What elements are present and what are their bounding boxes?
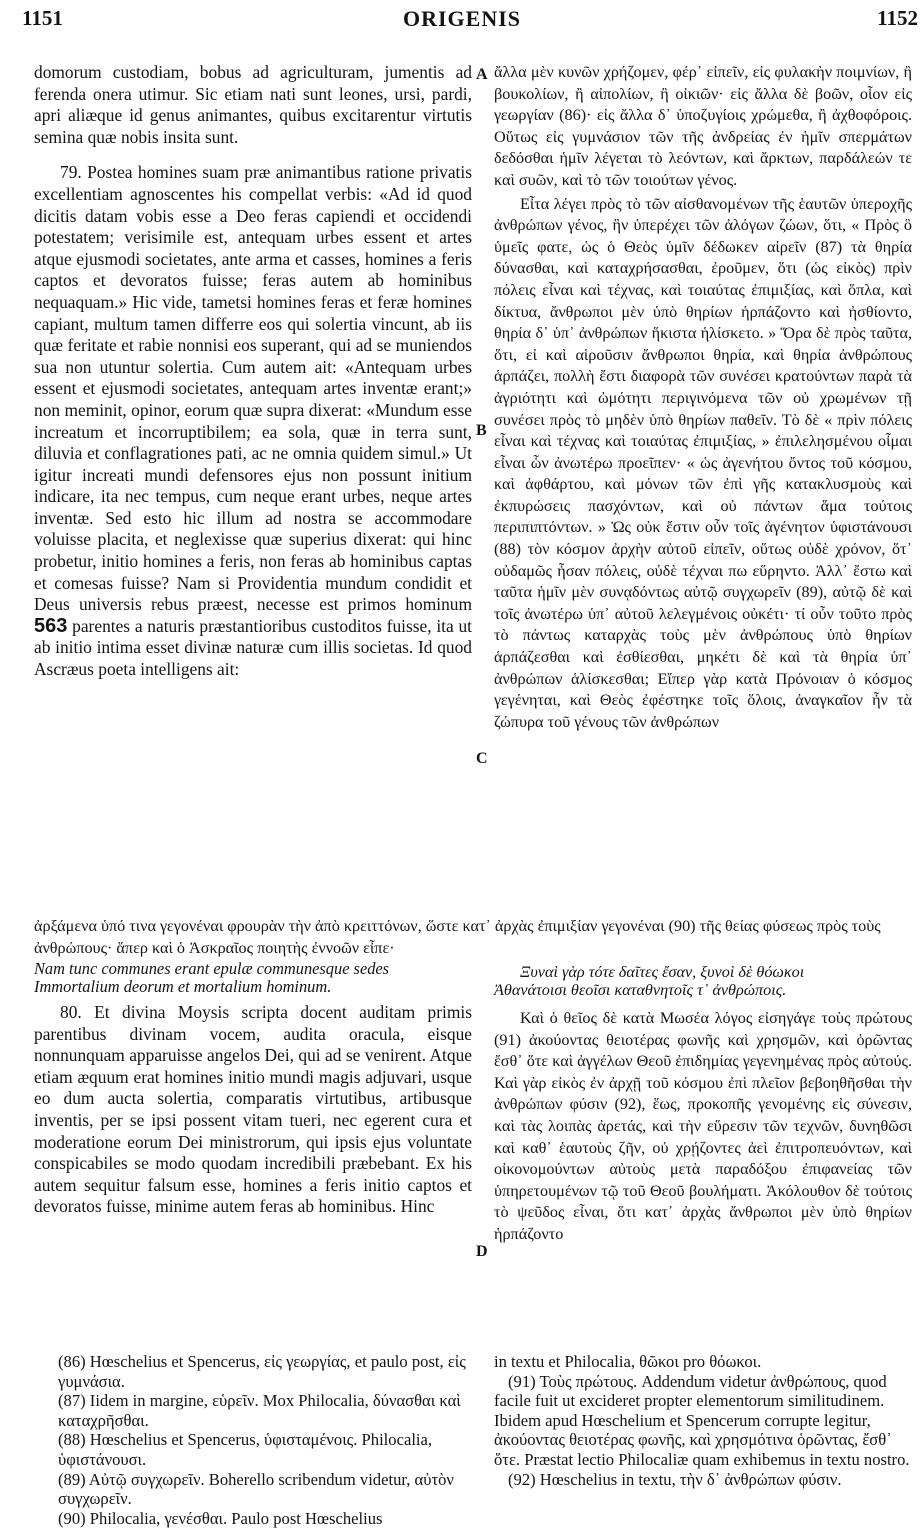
latin-paragraph-79 xyxy=(34,162,472,680)
latin-verse-line-1: Nam tunc communes erant epulæ communesque sedes xyxy=(34,959,390,978)
column-number: 563 xyxy=(34,614,68,637)
greek-paragraph-1: ἄλλα μὲν κυνῶν χρήζομεν, φέρ᾽ εἰπεῖν, εἰς φυλακὴν ποιμνίων, ἢ βουκολίων, ἢ αἰπολίων, ἢ οἰκιῶν· εἰς ἄλλα δὲ βοῶν, οἷον εἰς γεωργίαν (86)· εἰς ἄλλα δ᾽ ὑποζυγίοις χρώμεθα, ἢ ἀχθοφόροις. Οὕτως εἰς γυμνάσιον τῶν τῆς ἀνδρείας ἐν ἡμῖν σπερμάτων δεδόσθαι ἡμῖν λέγεται τὸ λεόντων, καὶ ἄρκτων, παρδάλεών τε καὶ συῶν, καὶ τὸ τῶν τοιούτων γένος. xyxy=(494,63,912,189)
latin-paragraph-80: 80. Et divina Moysis scripta docent auditam primis parentibus divinam vocem, audita oracula, eisque nonnunquam apparuisse angelos Dei, qui ad se venirent. Atque etiam æquum erat homines initio mundi magis adjuvari, usque eo dum aucta solertia, comparatis virtutibus, artibusque inventis, per se ipsi possent vitam tueri, nec egerent cura et moderatione eorum Dei ministrorum, qui ipsis ejus voluntate conspicabiles se modo quodam incredibili præbebant. Ex his autem sequitur falsum esse, homines a feris initio captos et devoratos fuisse, minime autem feras ab hominibus. Hinc xyxy=(34,1002,472,1217)
footnotes-left xyxy=(58,1352,470,1528)
latin-paragraph-79-text-b: parentes a naturis præstantioribus custoditos fuisse, ita ut ab initio intima esset divinæ naturæ cum illis societas. Id quod Ascræus poeta intelligens ait: xyxy=(34,615,472,680)
latin-paragraph-1: domorum custodiam, bobus ad agriculturam, jumentis ad ferenda onera utimur. Sic etiam nati sunt leones, ursi, pardi, apri aliæque id genus animantes, quibus excitarentur virtutis semina quæ nobis insita sunt. xyxy=(34,62,472,147)
footnote-90-continued: in textu et Philocalia, θῶκοι pro θόωκοι. xyxy=(494,1352,762,1371)
footnote-89: (89) Αὐτῷ συγχωρεῖν. Boherello scribendum videtur, αὐτὸν συγχωρεῖν. xyxy=(58,1469,454,1509)
latin-paragraph-79-text-a: 79. Postea homines suam præ animantibus ratione privatis excellentiam agnoscentes his compellat verbis: «Ad id quod dicitis datam vobis esse a Deo feras capiendi et occidendi potestatem; verisimile est, antequam urbes essent et artes atque ejusmodi societates, ante arma et casses, homines a feris captos et devoratos fuisse; feras autem ab hominibus nequaquam.» Hic vide, tametsi homines feras et feræ homines capiant, multum tamen differre eos qui solertia vincunt, ab iis quæ feritate et rabie nonnisi eos superant, qui ad se muniendos sua non utuntur solertia. Cum autem ait: «Antequam urbes essent et ejusmodi societates, antequam artes inventæ erant;» non meminit, opinor, eorum quæ supra dixerat: «Mundum esse increatum et incorruptibilem; ea sola, quæ in terra sunt, diluvia et conflagrationes pati, ac ne omnia quidem simul.» Ut igitur increati mundi defensores ejus non possunt initium indicare, ita nec tempus, cum neque erant urbes, neque artes inventæ. Sed esto hic illum ad nostra se accommodare voluisse placita, et neglexisse quæ superius dixerat: qui hinc probetur, initio homines a feris, non feras ab hominibus captas et comesas fuisse? Nam si Providentia mundum condidit et Deus universis rebus præest, necesse est primos hominum xyxy=(34,162,472,615)
greek-column-upper xyxy=(494,62,912,733)
page-header xyxy=(0,0,924,40)
greek-verse xyxy=(494,963,914,999)
latin-column-upper xyxy=(34,62,472,681)
footnote-92: (92) Hœschelius in textu, τὴν δ᾽ ἀνθρώπων φύσιν. xyxy=(508,1469,842,1489)
footnote-91: (91) Τοὺς πρώτους. Addendum videtur ἀνθρώπους, quod facile fuit ut excideret propter elementorum similitudinem. Ibidem apud Hœschelium et Spencerum corrupte legitur, ἀκούοντας θειοτέρας φωνῆς, καὶ χρησμότινα ὁρῶντας, ἔσθ᾽ ὅτε. Præstat lectio Philocaliæ quam exhibemus in textu nostro. xyxy=(494,1371,910,1469)
greek-verse-line-2: Ἀθανάτοισι θεοῖσι καταθνητοῖς τ᾽ ἀνθρώποις. xyxy=(494,981,787,999)
latin-verse xyxy=(34,960,474,996)
footnote-88: (88) Hœschelius et Spencerus, ὑφισταμένοις. Philocalia, ὑφιστάνουσι. xyxy=(58,1430,433,1469)
greek-paragraph-2: Εἶτα λέγει πρὸς τὸ τῶν αἰσθανομένων τῆς ἑαυτῶν ὑπεροχῆς ἀνθρώπων γένος, ἣν ὑπερέχει τῶν ἀλόγων ζώων, ὅτι, « Πρὸς ὃ ὑμεῖς φατε, ὡς ὁ Θεὸς ὑμῖν δέδωκεν αἱρεῖν (87) τὰ θηρία δύνασθαι, καὶ καταχρήσασθαι, ἐροῦμεν, ὅτι (ὡς εἰκὸς) πρὶν πόλεις εἶναι καὶ τέχνας, καὶ τοιαύτας ἐπιμιξίας, καὶ ὅπλα, καὶ δίκτυα, ἄνθρωποι μὲν ὑπὸ θηρίων ἡρπάζοντο καὶ ἠσθίοντο, θηρία δ᾽ ὑπ᾽ ἀνθρώπων ἥκιστα ἡλίσκετο. » Ὅρα δὲ πρὸς ταῦτα, ὅτι, εἰ καὶ αἱροῦσιν ἄνθρωποι θηρία, καὶ θηρία ἀνθρώπους ἁρπάζει, πολλὴ ἔστι διαφορὰ τῶν συνέσει κρατούντων παρὰ τὰ ἀγριότητι καὶ ὠμότητι περιγινόμενα τῶν οὐ χρωμένων τῇ συνέσει πρὸς τὸ μηδὲν ὑπὸ θηρίων παθεῖν. Τὸ δὲ « πρὶν πόλεις εἶναι καὶ τέχνας καὶ τοιαύτας ἐπιμιξίας, » ἐπιλελησμένου οἶμαι εἶναι ὧν ἀνωτέρω προεῖπεν· « ὡς ἀγενήτου ὄντος τοῦ κόσμου, καὶ ἀφθάρτου, καὶ μόνων τῶν ἐπὶ γῆς κατακλυσμοὺς καὶ ἐκπυρώσεις πασχόντων, καὶ οὐ πάντων ἅμα τούτοις περιπιπτόντων. » Ὡς οὐκ ἔστιν οὖν τοῖς ἀγένητον ὑφιστάνουσι (88) τὸν κόσμον ἀρχὴν αὐτοῦ εἰπεῖν, οὕτως οὐδὲ χρόνον, ὅτ᾽ οὐδαμῶς ἦσαν πόλεις, οὐδὲ τέχναι πω εὕρηντο. Ἀλλ᾽ ἔστω καὶ ταῦτα ἡμῖν μὲν συνᾳδόντως αὐτῷ συγχωρεῖν (89), αὐτῷ δὲ καὶ τοῖς ἀνωτέρω ὑπ᾽ αὐτοῦ λελεγμένοις οὐκέτι· τί οὖν τοῦτο πρὸς τὸ πάντως καταρχὰς τοὺς μὲν ἀνθρώπους ὑπὸ θηρίων ἁρπάζεσθαι καὶ ἐσθίεσθαι, μηκέτι δὲ καὶ τὰ θηρία ὑπ᾽ ἀνθρώπων ἁλίσκεσθαι; Εἴπερ γὰρ κατὰ Πρόνοιαν ὁ κόσμος γεγένηται, καὶ Θεὸς ἐφέστηκε τοῖς ὅλοις, ἀναγκαῖον ἦν τὰ ζώπυρα τοῦ γένους τῶν ἀνθρώπων xyxy=(494,194,912,731)
margin-letter-d: D xyxy=(476,1243,488,1260)
page-number-left: 1151 xyxy=(22,6,63,30)
footnote-87: (87) Iidem in margine, εὑρεῖν. Mox Philocalia, δύνασθαι καὶ καταχρῆσθαι. xyxy=(58,1391,461,1430)
margin-letter-a: A xyxy=(476,66,488,83)
margin-letter-c: C xyxy=(476,750,488,767)
greek-verse-line-1: Ξυναὶ γὰρ τότε δαῖτες ἔσαν, ξυνοὶ δὲ θόωκοι xyxy=(520,963,805,981)
running-title: ORIGENIS xyxy=(402,6,522,31)
footnotes-right xyxy=(494,1352,914,1489)
footnote-86: (86) Hœschelius et Spencerus, εἰς γεωργίας, et paulo post, εἰς γυμνάσια. xyxy=(58,1352,466,1391)
margin-letter-b: B xyxy=(476,422,487,439)
greek-column-lower xyxy=(494,1008,912,1246)
footnote-90: (90) Philocalia, γενέσθαι. Paulo post Hœschelius xyxy=(58,1508,383,1528)
latin-column-lower xyxy=(34,1002,472,1218)
latin-verse-line-2: Immortalium deorum et mortalium hominum. xyxy=(34,977,332,996)
greek-paragraph-3: Καὶ ὁ θεῖος δὲ κατὰ Μωσέα λόγος εἰσηγάγε τοὺς πρώτους (91) ἀκούοντας θειοτέρας φωνῆς καὶ χρησμῶν, καὶ ὁρῶντας ἔσθ᾽ ὅτε καὶ ἀγγέλων Θεοῦ ἐπιδημίας γεγενημένας πρὸς αὐτούς. Καὶ γὰρ εἰκὸς ἐν ἀρχῇ τοῦ κόσμου ἐπὶ πλεῖον βεβοηθῆσθαι τὴν ἀνθρώπων φύσιν (92), ἕως, προκοπῆς γενομένης εἰς σύνεσιν, καὶ τὰς λοιπὰς ἀρετάς, καὶ τὴν εὕρεσιν τῶν τεχνῶν, δυνηθῶσι καὶ καθ᾽ ἑαυτοὺς ζῆν, οὐ χρῄζοντες ἀεὶ ἐπιτροπευόντων, καὶ οἰκονομούντων αὐτοὺς μετὰ παραδόξου ἐπιφανείας τῶν ὑπηρετουμένων τῷ τοῦ Θεοῦ βουλήματι. Ἀκόλουθον δὲ τούτοις τὸ ψεῦδος εἶναι, ὅτι κατ᾽ ἀρχὰς ἄνθρωποι μὲν ὑπὸ θηρίων ἡρπάζοντο xyxy=(494,1009,912,1243)
page-number-right: 1152 xyxy=(877,6,918,30)
greek-full-width-line: ἀρξάμενα ὑπό τινα γεγονέναι φρουρὰν τὴν ἀπὸ κρειττόνων, ὥστε κατ᾽ ἀρχὰς ἐπιμιξίαν γεγονέναι (90) τῆς θείας φύσεως πρὸς τοὺς ἀνθρώπους· ἅπερ καὶ ὁ Ἀσκραῖος ποιητὴς ἐννοῶν εἶπε· xyxy=(34,917,881,957)
